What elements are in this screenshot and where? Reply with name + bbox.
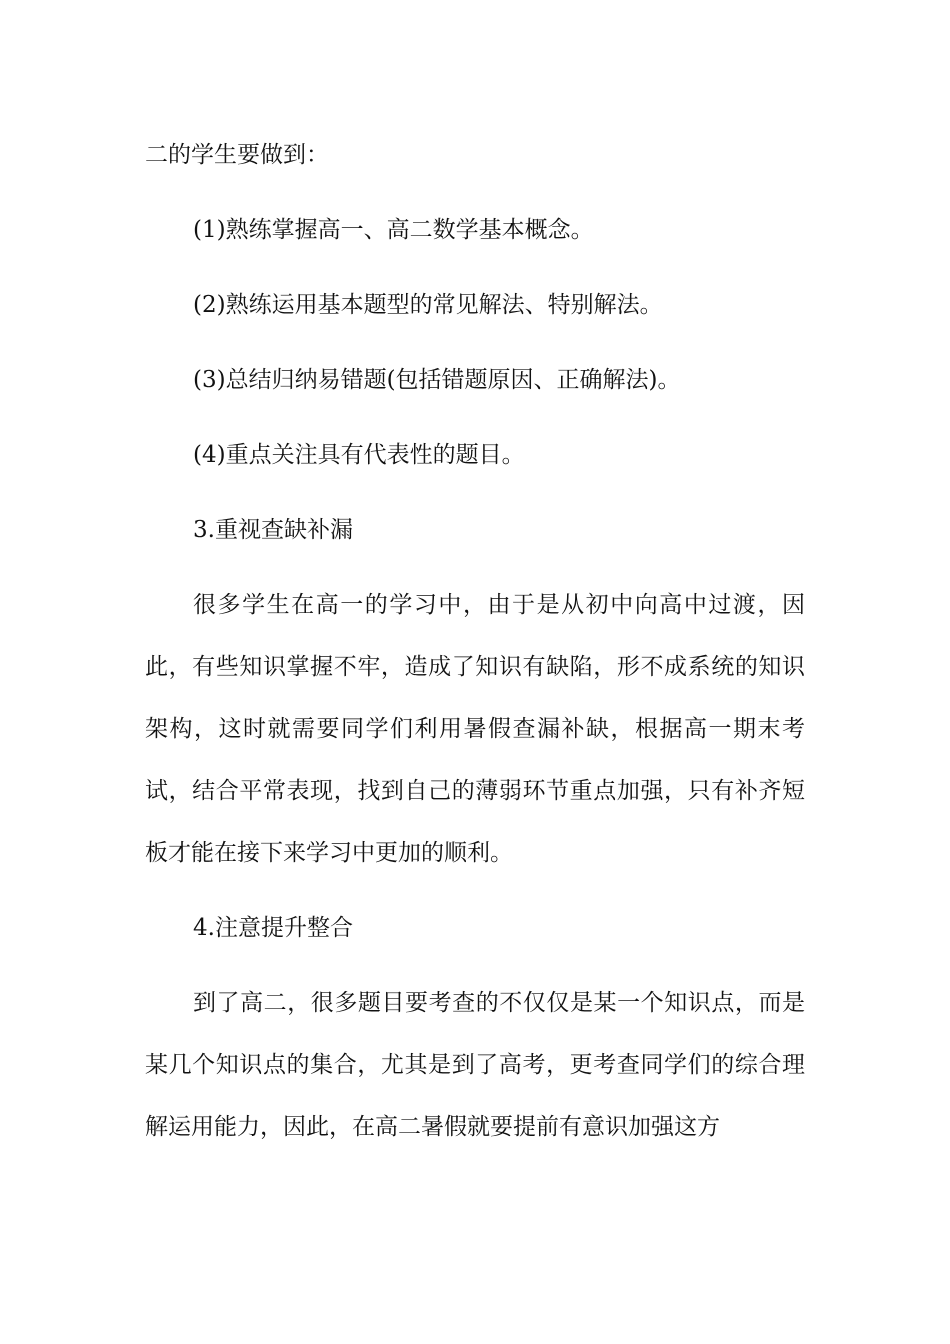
list-item-3: (3)总结归纳易错题(包括错题原因、正确解法)。 — [193, 367, 681, 393]
paragraph-body-2: 到了高二，很多题目要考查的不仅仅是某一个知识点，而是某几个知识点的集合，尤其是到了高考，更考查同学们的综合理解运用能力，因此，在高二暑假就要提前有意识加强这方 — [145, 990, 805, 1140]
list-item-1: (1)熟练掌握高一、高二数学基本概念。 — [193, 217, 594, 243]
section-heading-3: 3.重视查缺补漏 — [193, 517, 353, 543]
document-body — [145, 124, 805, 1171]
list-item-4: (4)重点关注具有代表性的题目。 — [193, 442, 525, 468]
paragraph-continuation: 二的学生要做到： — [145, 142, 329, 168]
section-heading-4: 4.注意提升整合 — [193, 915, 353, 941]
list-item-2: (2)熟练运用基本题型的常见解法、特别解法。 — [193, 292, 663, 318]
paragraph-body-1: 很多学生在高一的学习中，由于是从初中向高中过渡，因此，有些知识掌握不牢，造成了知识有缺陷，形不成系统的知识架构，这时就需要同学们利用暑假查漏补缺，根据高一期末考试，结合平常表现，找到自己的薄弱环节重点加强，只有补齐短板才能在接下来学习中更加的顺利。 — [145, 592, 805, 866]
